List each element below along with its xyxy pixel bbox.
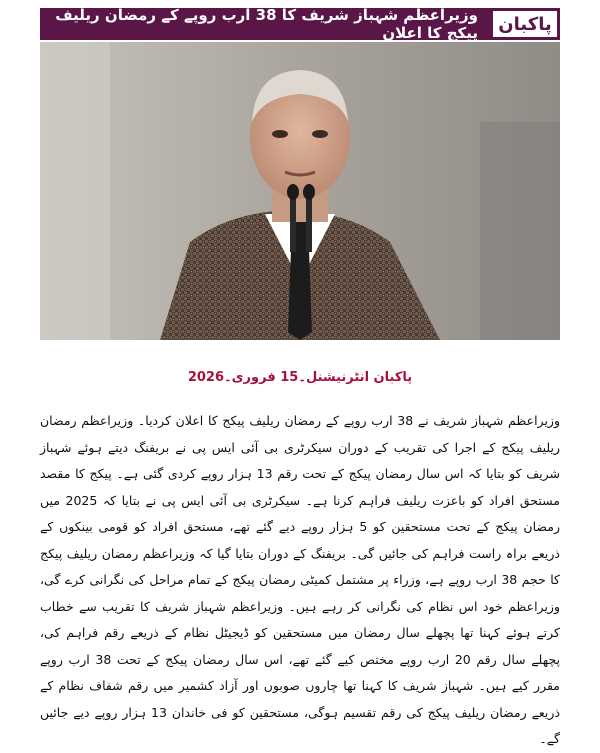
article-body: وزیراعظم شہباز شریف نے 38 ارب روپے کے رمضان ریلیف پیکج کا اعلان کردیا۔ وزیراعظم رمضان ریلیف پیکج کے اجرا کی تقریب کے دوران سیکرٹری بی آئی ایس پی نے بریفنگ دیتے ہوئے شہباز شریف کو بتایا کہ اس سال رمضان پیکج کے تحت رقم 13 ہزار روپے کردی گئی ہے۔ پیکج کا مقصد مستحق افراد کو باعزت ریلیف فراہم کرنا ہے۔ سیکرٹری بی آئی ایس پی نے بتایا کہ 2025 میں رمضان پیکج کے تحت مستحقین کو 5 ہزار روپے دیے گئے تھے، مستحق افراد کو قومی بینکوں کے ذریعے براہ راست فراہم کی جائیں گی۔ بریفنگ کے دوران بتایا گیا کہ وزیراعظم رمضان ریلیف پیکج کا حجم 38 ارب روپے ہے، وزراء پر مشتمل کمیٹی رمضان پیکج کے تمام مراحل کی نگرانی کرے گی، وزیراعظم خود اس نظام کی نگرانی کر رہے ہیں۔ وزیراعظم شہباز شریف کا تقریب سے خطاب کرتے ہوئے کہنا تھا پچھلے سال رمضان میں مستحقین کو ڈیجیٹل نظام کے ذریعے رقم فراہم کی، پچھلے سال رقم 20 ارب روپے مختص کیے گئے تھے، اس سال رمضان پیکج کے تحت 38 ارب روپے مقرر کیے ہیں۔ شہباز شریف کا کہنا تھا چاروں صوبوں اور آزاد کشمیر میں رقم شفاف نظام کے ذریعے رمضان ریلیف پیکج کی رقم تقسیم ہوگی، مستحقین کو فی خاندان 13 ہزار روپے دیے جائیں گے۔	[40, 413, 561, 746]
article-header	[40, 8, 560, 40]
brand-name: پاکبان	[498, 13, 552, 35]
article-dateline: پاکبان انٹرنیشنل۔15 فروری۔2026	[187, 370, 413, 385]
article-photo	[40, 42, 560, 340]
brand-logo	[490, 8, 560, 40]
headline-banner	[40, 8, 490, 40]
headline-text: وزیراعظم شہباز شریف کا 38 ارب روپے کے رمضان ریلیف پیکج کا اعلان	[55, 6, 478, 42]
